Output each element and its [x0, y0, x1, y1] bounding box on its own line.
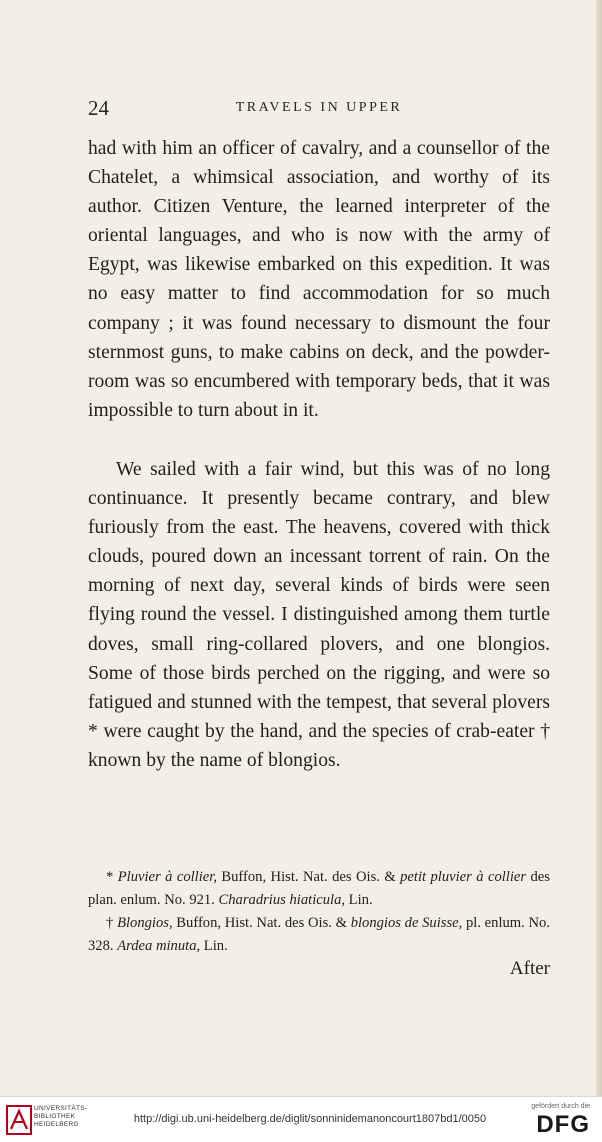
- footnote-2-text-3: Lin.: [200, 938, 228, 954]
- footnote-2-text-2: pl. enlum. No. 328.: [88, 915, 550, 954]
- viewer-footer: [0, 1096, 602, 1142]
- page-edge: [596, 0, 602, 1096]
- paragraph-2: We sailed with a fair wind, but this was of no long continuance. It presently became contrary, and blew furiously from the east. The heavens, covered with thick clouds, poured down an incessant torrent of rain. On the morning of next day, several kinds of birds were seen flying round the vessel. I distinguished among them turtle doves, small ring-collared plovers, and one blongios. Some of those birds perched on the rigging, and were so fatigued and stunned with the tempest, that several plovers * were caught by the hand, and the species of crab-eater † known by the name of blongios.: [88, 458, 550, 771]
- footnote-1-text-2: des plan. enlum. No. 921.: [88, 869, 550, 908]
- running-head: TRAVELS IN UPPER: [235, 100, 403, 115]
- footnote-1-italic-3: Charadrius hiaticula,: [218, 892, 346, 908]
- main-text: [88, 134, 550, 775]
- footnote-2-italic-3: Ardea minuta,: [117, 938, 201, 954]
- institution-text: UNIVERSITÄTS- BIBLIOTHEK HEIDELBERG: [34, 1105, 88, 1128]
- funder-note: gefördert durch die: [531, 1103, 590, 1110]
- page-header: [88, 96, 550, 122]
- footnote-2: [88, 912, 550, 958]
- footnote-2-text-1: Buffon, Hist. Nat. des Ois. &: [172, 915, 351, 931]
- paragraph-1: had with him an officer of cavalry, and a counsellor of the Chatelet, a whimsical association, and worthy of its author. Citizen Venture, the learned interpreter of the oriental languages, and who is now with the army of Egypt, was likewise embarked on this expedition. It was no easy matter to find accommodation for so much company ; it was found necessary to dismount the four sternmost guns, to make cabins on deck, and the powder-room was so encumbered with temporary beds, that it was impossible to turn about in it.: [88, 138, 550, 421]
- institution-name: [34, 1105, 87, 1129]
- footnote-1: [88, 866, 550, 912]
- dfg-logo: DFG: [536, 1111, 590, 1138]
- footnote-2-title: Blongios,: [117, 915, 173, 931]
- footnote-1-text-3: Lin.: [345, 892, 373, 908]
- footnotes: [88, 866, 550, 958]
- footnote-2-mark: †: [106, 915, 114, 931]
- footnote-1-mark: *: [106, 869, 114, 885]
- footnote-1-italic-2: petit pluvier à collier: [400, 869, 527, 885]
- footnote-2-italic-2: blongios de Suisse,: [350, 915, 463, 931]
- footnote-1-text-1: Buffon, Hist. Nat. des Ois. &: [216, 869, 401, 885]
- permalink-url[interactable]: http://digi.ub.uni-heidelberg.de/diglit/sonninidemanoncourt1807bd1/0050: [133, 1113, 487, 1125]
- catchword: After: [509, 958, 550, 979]
- university-logo-icon: [6, 1105, 32, 1135]
- page-number: 24: [88, 96, 109, 120]
- footnote-1-title: Pluvier à collier,: [117, 869, 217, 885]
